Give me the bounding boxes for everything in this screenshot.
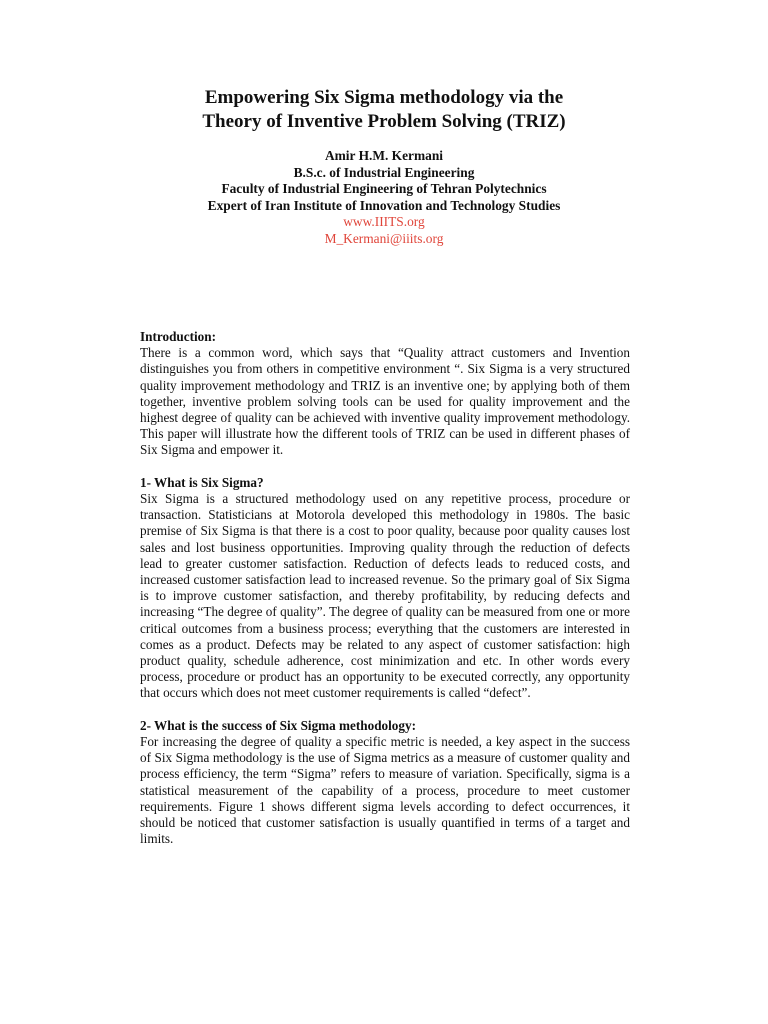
author-faculty: Faculty of Industrial Engineering of Tehran Polytechnics bbox=[221, 181, 547, 196]
section-heading: 1- What is Six Sigma? bbox=[140, 474, 264, 490]
section-what-is-six-sigma bbox=[140, 475, 630, 702]
author-position: Expert of Iran Institute of Innovation and Technology Studies bbox=[207, 197, 561, 213]
section-success-of-six-sigma bbox=[140, 718, 630, 848]
author-degree: B.S.c. of Industrial Engineering bbox=[293, 164, 475, 180]
paper-body bbox=[140, 329, 630, 864]
paper-header bbox=[120, 86, 648, 247]
author-block bbox=[120, 148, 648, 247]
author-name: Amir H.M. Kermani bbox=[324, 148, 443, 163]
website-link[interactable]: www.IIITS.org bbox=[343, 214, 425, 229]
section-paragraph: For increasing the degree of quality a specific metric is needed, a key aspect in the success of Six Sigma methodology is the use of Sigma metrics as a measure of customer quality and process efficiency, the term “Sigma” refers to measure of variation. Specifically, sigma is a statistical measurement of the capability of a process, procedure to meet customer requirements. Figure 1 shows different sigma levels according to defect occurrences, it should be noticed that customer satisfaction is usually quantified in terms of a target and limits. bbox=[140, 734, 630, 847]
section-paragraph: There is a common word, which says that “Quality attract customers and Invention distinguishes you from others in competitive environment “. Six Sigma is a very structured quality improvement methodology and TRIZ is an inventive one; by applying both of them together, inventive problem solving tools can be used for quality improvement and the highest degree of quality can be achieved with inventive quality improvement methodology. This paper will illustrate how the different tools of TRIZ can be used in different phases of Six Sigma and empower it. bbox=[140, 345, 630, 458]
section-heading: 2- What is the success of Six Sigma methodology: bbox=[140, 717, 416, 733]
section-introduction bbox=[140, 329, 630, 459]
title-line-2: Theory of Inventive Problem Solving (TRIZ) bbox=[202, 111, 566, 132]
email-link[interactable]: M_Kermani@iiits.org bbox=[324, 230, 444, 246]
section-heading: Introduction: bbox=[140, 329, 216, 344]
title-line-1: Empowering Six Sigma methodology via the bbox=[204, 87, 564, 108]
paper-title bbox=[120, 86, 648, 134]
section-paragraph: Six Sigma is a structured methodology used on any repetitive process, procedure or transaction. Statisticians at Motorola developed this methodology in 1980s. The basic premise of Six Sigma is that there is a cost to poor quality, because poor quality causes lost sales and lost business opportunities. Improving quality through the reduction of defects lead to greater customer satisfaction. Reduction of defects leads to reduced costs, and increased customer satisfaction lead to increased revenue. So the primary goal of Six Sigma is to improve customer satisfaction, and thereby profitability, by reducing defects and increasing “The degree of quality”. The degree of quality can be measured from one or more critical outcomes from a business process; everything that the customers are interested in comes as a product. Defects may be related to any aspect of customer satisfaction: high product quality, schedule adherence, cost minimization and etc. In other words every process, procedure or product has an opportunity to be executed correctly, any opportunity that occurs which does not meet customer requirements is called “defect”. bbox=[140, 491, 630, 701]
